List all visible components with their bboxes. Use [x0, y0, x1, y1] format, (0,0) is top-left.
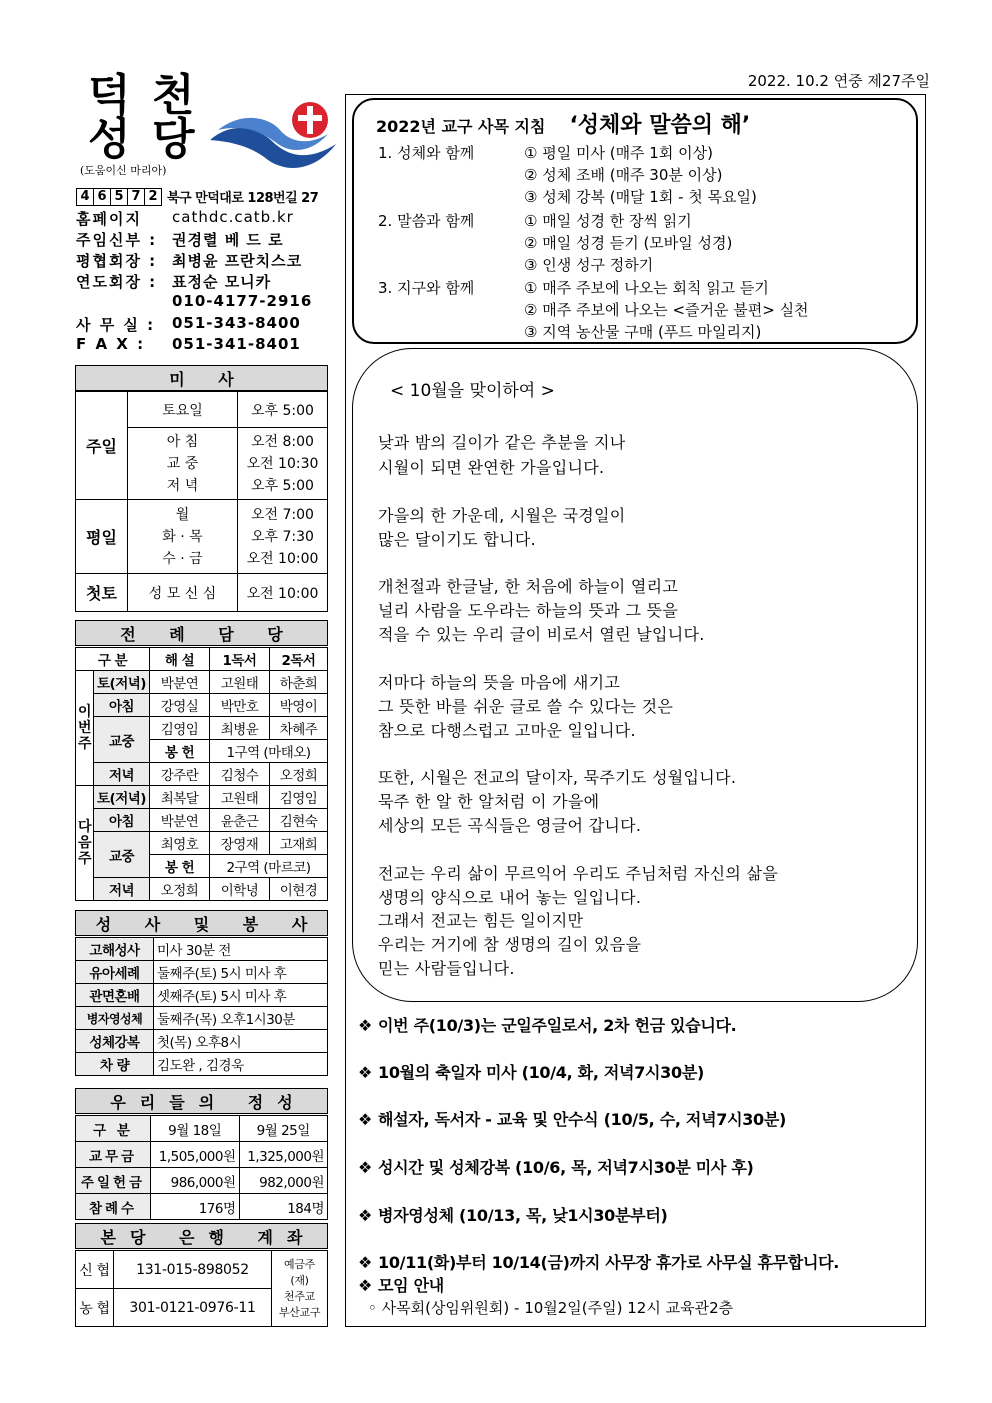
diamond-bullet-icon: ❖ [358, 1110, 373, 1129]
sunday-label: 주일 [76, 392, 128, 500]
church-logo [208, 100, 338, 180]
off-col-header: 9월 18일 [151, 1116, 240, 1142]
notice-item: ❖ 병자영성체 (10/13, 목, 낮1시30분부터) [358, 1206, 668, 1225]
bank-header: 본당 은행 계좌 [75, 1223, 328, 1249]
role-label: 아침 [94, 694, 150, 717]
fax-row [76, 335, 301, 353]
liturgy-header: 전 례 담 당 [75, 620, 328, 646]
lit-cell: 박분연 [150, 809, 210, 832]
letter-line: 널리 사람을 도우라는 하늘의 뜻과 그 뜻을 [378, 601, 679, 620]
title-char: 당 [152, 114, 195, 165]
guide-item: ① 평일 미사 (매주 1회 이상) [524, 144, 713, 162]
role-label: 아침 [94, 809, 150, 832]
role-label: 토(저녁) [94, 671, 150, 694]
lit-cell: 김청수 [210, 763, 270, 786]
diamond-bullet-icon: ❖ [358, 1158, 373, 1177]
guide-item: ① 매주 주보에 나오는 회칙 읽고 듣기 [524, 279, 769, 297]
lit-cell: 최영호 [150, 832, 210, 855]
mass-header: 미 사 [75, 365, 328, 391]
pastor-name: 권경렬 베 드 로 [172, 231, 284, 249]
sat-time: 오후 5:00 [238, 392, 328, 428]
role-label: 교중 [94, 832, 150, 878]
guide-item: ② 성체 조배 (매주 30분 이상) [524, 166, 723, 184]
guide-item: ③ 인생 성구 정하기 [524, 256, 654, 274]
guide-group-head: 2. 말씀과 함께 [378, 212, 475, 230]
subtitle: (도움이신 마리아) [80, 164, 167, 177]
off-value: 1,505,000원 [151, 1142, 240, 1168]
sac-label: 고해성사 [76, 938, 154, 961]
letter-line: 시월이 되면 완연한 가을입니다. [378, 458, 605, 477]
letter-title: < 10월을 맞이하여 > [390, 381, 555, 401]
lit-cell: 고원태 [210, 786, 270, 809]
bank-account: 131-015-898052 [114, 1251, 272, 1289]
homepage-row [76, 208, 294, 229]
offer-label: 봉 헌 [150, 740, 210, 763]
letter-line: 세상의 모든 곡식들은 영글어 갑니다. [378, 816, 642, 835]
liturgy-table [75, 647, 328, 901]
letter-line: 적을 수 있는 우리 글이 비로서 열린 날입니다. [378, 625, 705, 644]
bank-name: 신 협 [76, 1251, 114, 1289]
letter-line: 그 뜻한 바를 쉬운 글로 쓸 수 있다는 것은 [378, 697, 674, 716]
homepage-link[interactable]: cathdc.catb.kr [172, 208, 294, 226]
first-sat-name: 성 모 신 심 [128, 574, 238, 612]
letter-line: 믿는 사람들입니다. [378, 959, 515, 978]
homepage-label: 홈페이지 [76, 210, 142, 228]
offer-label: 봉 헌 [150, 855, 210, 878]
bank-table [75, 1250, 328, 1327]
prayer-phone: 010-4177-2916 [172, 292, 313, 310]
office-label: 사 무 실 : [76, 316, 156, 334]
postal-digit: 5 [110, 188, 128, 206]
sac-value: 둘째주(목) 오후1시30분 [154, 1007, 328, 1030]
council-row [76, 250, 302, 271]
postal-digit: 2 [144, 188, 162, 206]
lit-cell: 이학녕 [210, 878, 270, 901]
office-phone: 051-343-8400 [172, 314, 301, 332]
street-address: 북구 만덕대로 128번길 27 [167, 191, 319, 206]
postal-digit: 4 [76, 188, 94, 206]
sacraments-header: 성 사 및 봉 사 [75, 910, 328, 936]
council-name: 최병윤 프란치스코 [172, 252, 303, 270]
sac-label: 병자영성체 [76, 1007, 154, 1030]
mass-table [75, 391, 328, 612]
off-label: 주일헌금 [76, 1168, 151, 1194]
letter-line: 낮과 밤의 길이가 같은 추분을 지나 [378, 433, 626, 452]
letter-line: 많은 달이기도 합니다. [378, 530, 536, 549]
sac-label: 차 량 [76, 1053, 154, 1076]
lit-cell: 오정희 [150, 878, 210, 901]
lit-cell: 하춘희 [270, 671, 328, 694]
sat-label: 토요일 [128, 392, 238, 428]
lit-cell: 윤춘근 [210, 809, 270, 832]
diamond-bullet-icon: ❖ [358, 1206, 373, 1225]
pastor-row [76, 229, 284, 250]
role-label: 토(저녁) [94, 786, 150, 809]
lit-cell: 김영임 [270, 786, 328, 809]
notice-item: ❖ 10/11(화)부터 10/14(금)까지 사무장 휴가로 사무실 휴무합니다. [358, 1253, 840, 1272]
offer-value: 1구역 (마태오) [210, 740, 328, 763]
lit-cell: 최복달 [150, 786, 210, 809]
letter-line: 묵주 한 알 한 알처럼 이 가을에 [378, 792, 600, 811]
bank-account: 301-0121-0976-11 [114, 1289, 272, 1327]
first-sat-time: 오전 10:00 [238, 574, 328, 612]
letter-line: 그래서 전교는 힘든 일이지만 [378, 911, 584, 930]
lit-cell: 김영임 [150, 717, 210, 740]
diamond-bullet-icon: ❖ [358, 1276, 373, 1295]
off-value: 986,000원 [151, 1168, 240, 1194]
letter-line: 생명의 양식으로 내어 놓는 일입니다. [378, 888, 642, 907]
weekday-mass-times: 오전 7:00 오후 7:30 오전 10:00 [238, 500, 328, 574]
off-value: 1,325,000원 [239, 1142, 328, 1168]
notice-item: ❖ 해설자, 독서자 - 교육 및 안수식 (10/5, 수, 저녁7시30분) [358, 1110, 787, 1129]
guide-group-head: 1. 성체와 함께 [378, 144, 475, 162]
prayer-label: 연도회장 : [76, 273, 158, 291]
guide-item: ② 매일 성경 듣기 (모바일 성경) [524, 234, 733, 252]
role-label: 교중 [94, 717, 150, 763]
prayer-phone-row [76, 292, 312, 310]
letter-line: 저마다 하늘의 뜻을 마음에 새기고 [378, 673, 621, 692]
postal-address [76, 187, 318, 206]
lit-cell: 이현경 [270, 878, 328, 901]
title-char: 덕 [88, 70, 131, 121]
next-week-label: 다음주 [76, 786, 94, 901]
first-sat-label: 첫토 [76, 574, 128, 612]
letter-line: 전교는 우리 삶이 무르익어 우리도 주님처럼 자신의 삶을 [378, 864, 779, 883]
lit-cell: 차혜주 [270, 717, 328, 740]
sunday-mass-names: 아 침 교 중 저 녁 [128, 428, 238, 500]
lit-cell: 장영재 [210, 832, 270, 855]
col-header: 구 분 [76, 648, 150, 671]
postal-digit: 6 [93, 188, 111, 206]
off-col-header: 9월 25일 [239, 1116, 328, 1142]
role-label: 저녁 [94, 763, 150, 786]
letter-line: 개천절과 한글날, 한 처음에 하늘이 열리고 [378, 577, 679, 596]
col-header: 2독서 [270, 648, 328, 671]
title-char: 천 [152, 70, 195, 121]
off-label: 참례수 [76, 1194, 151, 1220]
letter-line: 참으로 다행스럽고 고마운 일입니다. [378, 721, 636, 740]
postal-digit: 7 [127, 188, 145, 206]
off-value: 982,000원 [239, 1168, 328, 1194]
lit-cell: 오정희 [270, 763, 328, 786]
office-row [76, 314, 301, 335]
lit-cell: 최병윤 [210, 717, 270, 740]
lit-cell: 강주란 [150, 763, 210, 786]
sac-value: 셋째주(토) 5시 미사 후 [154, 984, 328, 1007]
bank-name: 농 협 [76, 1289, 114, 1327]
empty-label [76, 292, 172, 310]
notice-item: ❖ 모임 안내 [358, 1276, 444, 1295]
offering-table [75, 1115, 328, 1220]
sunday-mass-times: 오전 8:00 오전 10:30 오후 5:00 [238, 428, 328, 500]
lit-cell: 고원태 [210, 671, 270, 694]
sac-label: 성체강복 [76, 1030, 154, 1053]
sac-label: 유아세례 [76, 961, 154, 984]
weekday-mass-names: 월 화 · 목 수 · 금 [128, 500, 238, 574]
meeting-line: ◦ 사목회(상임위원회) - 10월2일(주일) 12시 교육관2층 [368, 1299, 734, 1317]
prayer-row [76, 271, 271, 292]
off-col-header: 구 분 [76, 1116, 151, 1142]
guide-group-head: 3. 지구와 함께 [378, 279, 475, 297]
fax-label: F A X : [76, 335, 146, 353]
off-value: 176명 [151, 1194, 240, 1220]
guide-item: ③ 지역 농산물 구매 (푸드 마일리지) [524, 323, 762, 341]
lit-cell: 박영이 [270, 694, 328, 717]
guide-title: 2022년 교구 사목 지침 ‘성체와 말씀의 해’ [376, 113, 751, 138]
guide-item: ② 매주 주보에 나오는 <즐거운 불편> 실천 [524, 301, 809, 319]
guide-item: ③ 성체 강복 (매달 1회 - 첫 목요일) [524, 188, 757, 206]
council-label: 평협회장 : [76, 252, 158, 270]
lit-cell: 박분연 [150, 671, 210, 694]
lit-cell: 박만호 [210, 694, 270, 717]
off-label: 교무금 [76, 1142, 151, 1168]
date-line: 2022. 10.2 연중 제27주일 [747, 72, 930, 90]
sac-value: 첫(목) 오후8시 [154, 1030, 328, 1053]
sac-value: 둘째주(토) 5시 미사 후 [154, 961, 328, 984]
prayer-name: 표정순 모니카 [172, 273, 272, 291]
sac-value: 미사 30분 전 [154, 938, 328, 961]
this-week-label: 이번주 [76, 671, 94, 786]
diamond-bullet-icon: ❖ [358, 1016, 373, 1035]
sac-label: 관면혼배 [76, 984, 154, 1007]
title-char: 성 [88, 114, 131, 165]
pastor-label: 주임신부 : [76, 231, 158, 249]
col-header: 해 설 [150, 648, 210, 671]
notice-item: ❖ 이번 주(10/3)는 군일주일로서, 2차 헌금 있습니다. [358, 1016, 737, 1035]
col-header: 1독서 [210, 648, 270, 671]
letter-line: 우리는 거기에 참 생명의 길이 있음을 [378, 935, 642, 954]
lit-cell: 강영실 [150, 694, 210, 717]
account-holder: 예금주 (재) 천주교 부산교구 [272, 1251, 328, 1327]
weekday-label: 평일 [76, 500, 128, 574]
notice-item: ❖ 10월의 축일자 미사 (10/4, 화, 저녁7시30분) [358, 1063, 705, 1082]
diamond-bullet-icon: ❖ [358, 1063, 373, 1082]
diamond-bullet-icon: ❖ [358, 1253, 373, 1272]
offering-header: 우리들의 정성 [75, 1088, 328, 1114]
offer-value: 2구역 (마르코) [210, 855, 328, 878]
off-value: 184명 [239, 1194, 328, 1220]
role-label: 저녁 [94, 878, 150, 901]
sac-value: 김도완 , 김경욱 [154, 1053, 328, 1076]
lit-cell: 고재희 [270, 832, 328, 855]
fax-number: 051-341-8401 [172, 335, 301, 353]
notice-item: ❖ 성시간 및 성체강복 (10/6, 목, 저녁7시30분 미사 후) [358, 1158, 754, 1177]
letter-line: 또한, 시월은 전교의 달이자, 묵주기도 성월입니다. [378, 768, 737, 787]
lit-cell: 김현숙 [270, 809, 328, 832]
guide-item: ① 매일 성경 한 장씩 읽기 [524, 212, 692, 230]
sacraments-table [75, 937, 328, 1076]
letter-line: 가을의 한 가운데, 시월은 국경일이 [378, 506, 626, 525]
